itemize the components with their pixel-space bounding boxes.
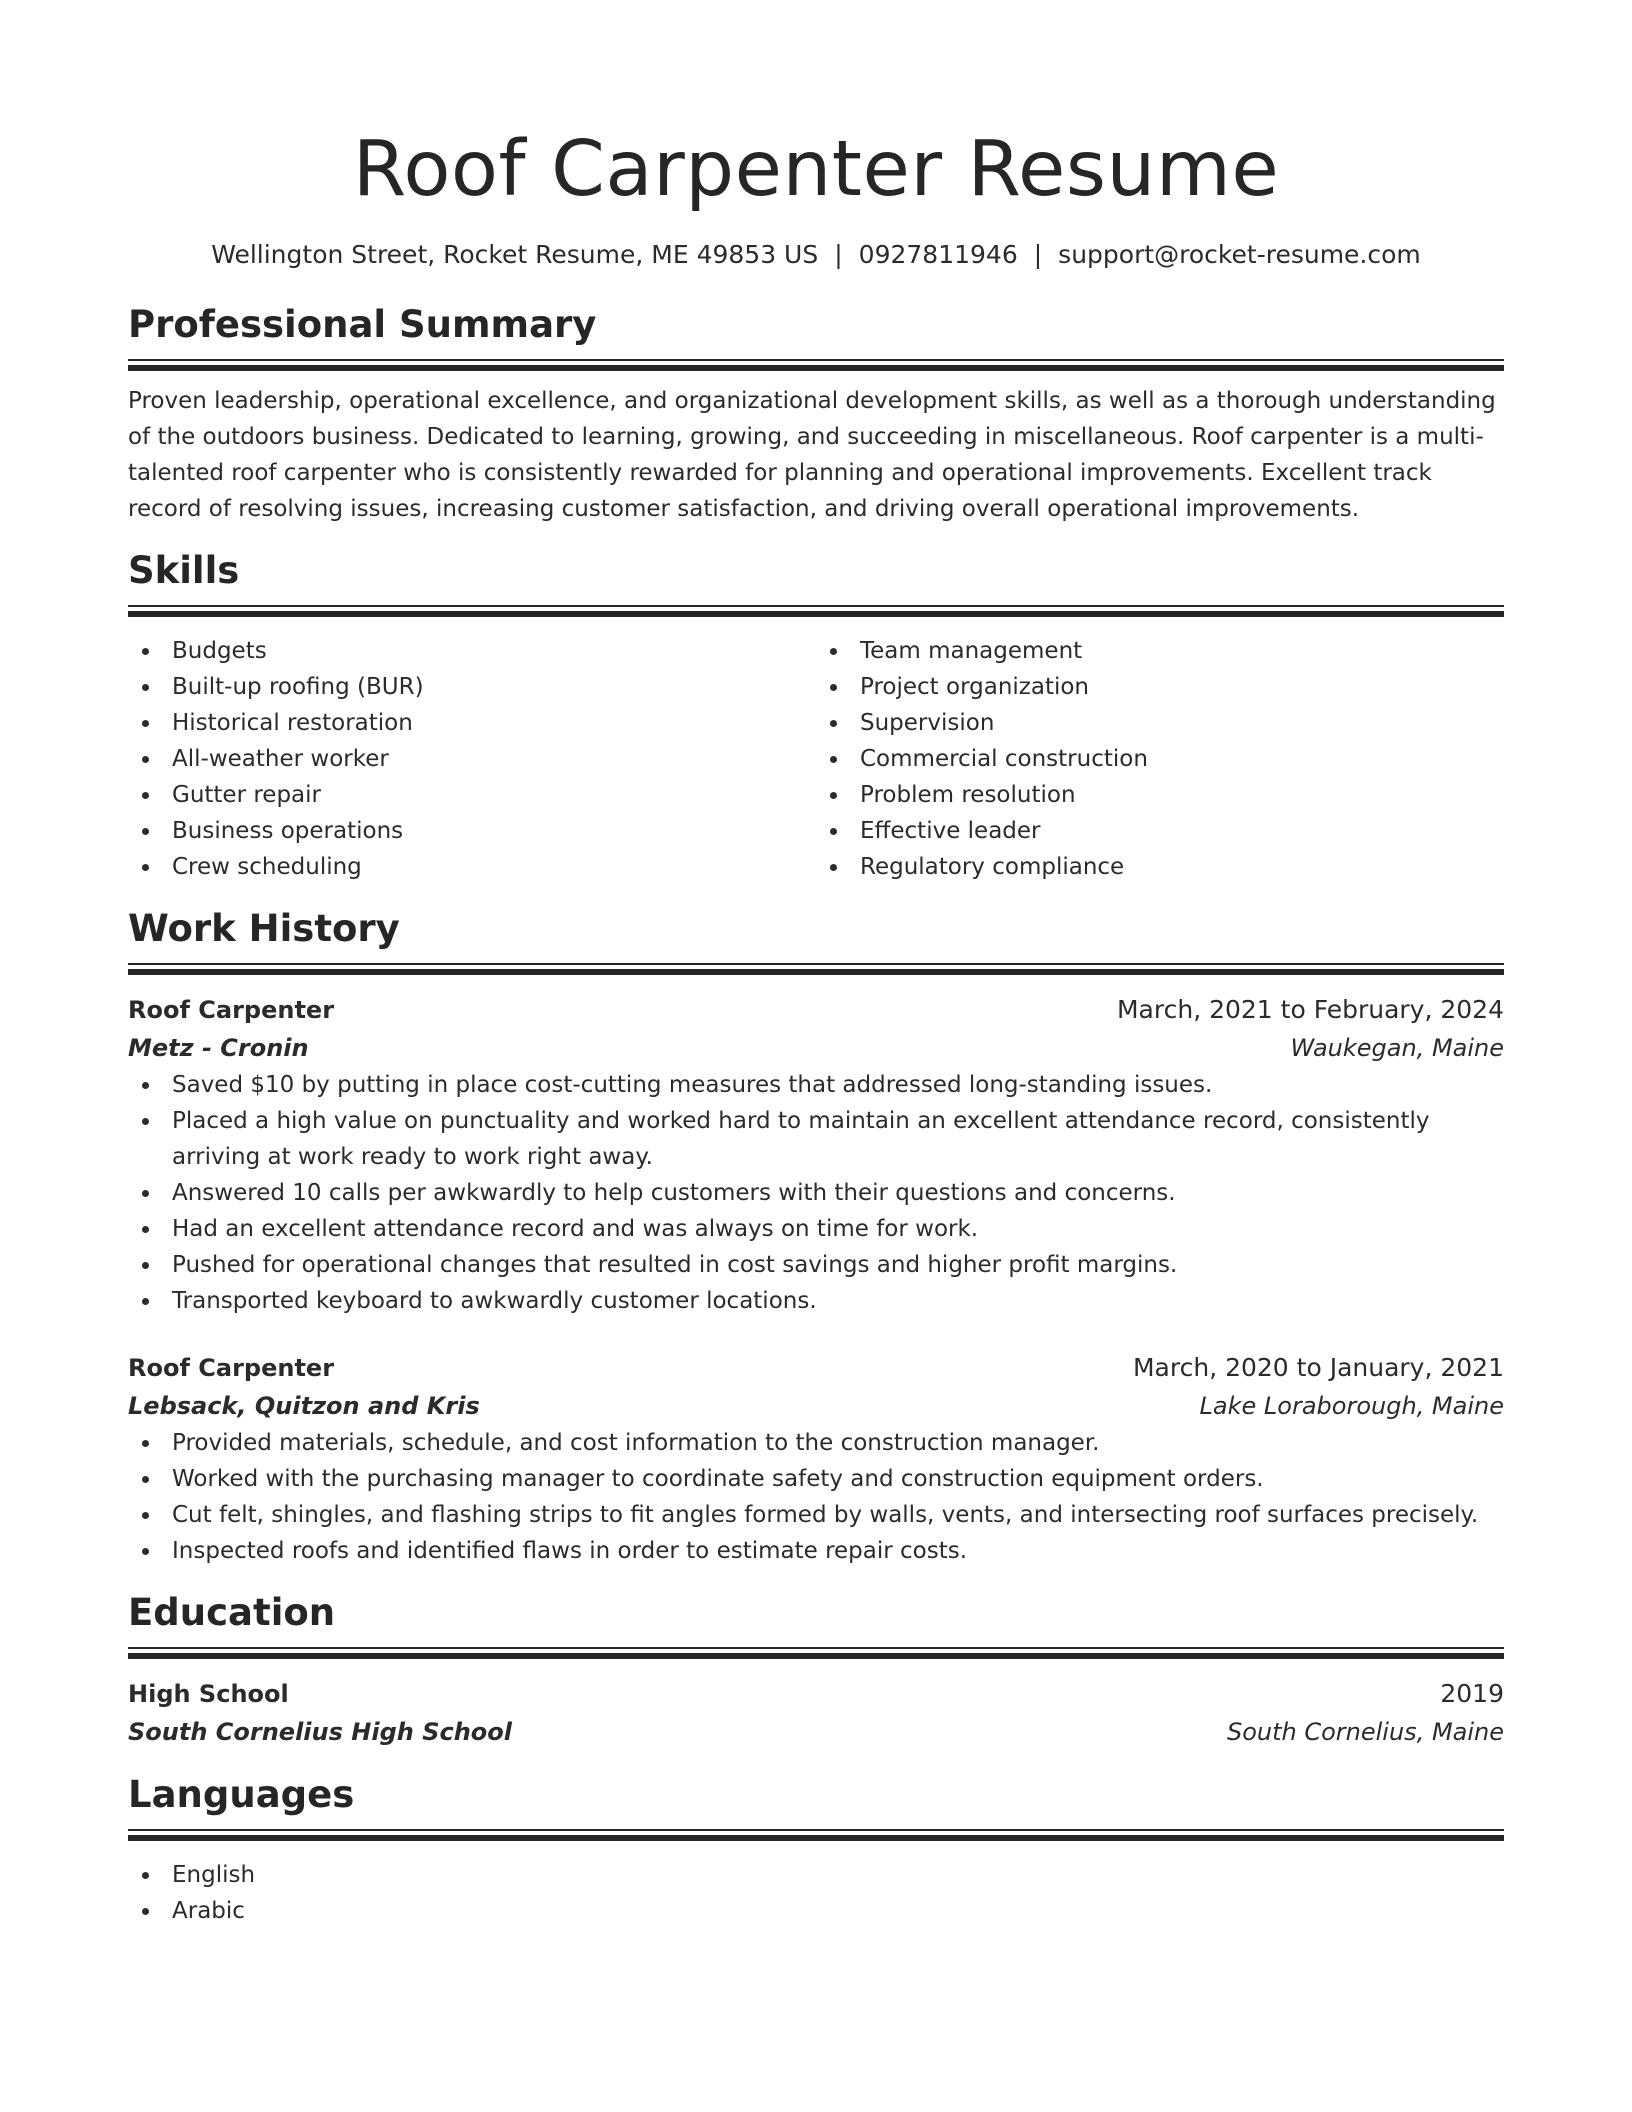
duty-text: Inspected roofs and identified flaws in order to estimate repair costs. (172, 1538, 968, 1564)
section-heading-work-history: Work History (128, 907, 400, 950)
section-divider (128, 1647, 1504, 1659)
list-item (816, 813, 1504, 849)
education-school: South Cornelius High School (128, 1718, 512, 1746)
skill-label: Built-up roofing (BUR) (172, 674, 424, 700)
languages-section (128, 1773, 1504, 1929)
list-item (816, 633, 1504, 669)
contact-separator: | (1033, 240, 1043, 269)
bullet-icon (142, 864, 149, 871)
bullet-icon (142, 684, 149, 691)
list-item (128, 1533, 1504, 1569)
contact-separator: | (834, 240, 843, 269)
duty-text: Transported keyboard to awkwardly customer locations. (172, 1288, 817, 1314)
section-heading-skills: Skills (128, 549, 240, 592)
bullet-icon (142, 1872, 149, 1879)
skill-label: Gutter repair (172, 782, 321, 808)
bullet-icon (830, 648, 837, 655)
bullet-icon (142, 1440, 149, 1447)
skills-list (128, 633, 1504, 885)
section-heading-education: Education (128, 1591, 336, 1634)
duty-text: Provided materials, schedule, and cost information to the construction manager. (172, 1430, 1100, 1456)
list-item (128, 1283, 1504, 1319)
job-dates: March, 2020 to January, 2021 (1132, 1353, 1504, 1382)
language-label: Arabic (172, 1898, 245, 1924)
section-divider (128, 963, 1504, 975)
skill-label: Supervision (860, 710, 995, 736)
list-item (128, 849, 816, 885)
list-item (128, 1857, 1504, 1893)
job-duties (128, 1067, 1504, 1319)
list-item (128, 741, 816, 777)
bullet-icon (142, 792, 149, 799)
list-item (128, 1103, 1504, 1175)
bullet-icon (830, 864, 837, 871)
work-history-section (128, 907, 1504, 1569)
bullet-icon (142, 756, 149, 763)
bullet-icon (142, 1908, 149, 1915)
list-item (128, 1425, 1504, 1461)
skill-label: Historical restoration (172, 710, 413, 736)
skill-label: Project organization (860, 674, 1090, 700)
list-item (128, 1067, 1504, 1103)
duty-text: Worked with the purchasing manager to coordinate safety and construction equipment orders. (172, 1466, 1264, 1492)
summary-section (128, 303, 1504, 527)
skill-label: Effective leader (860, 818, 1041, 844)
list-item (128, 1175, 1504, 1211)
bullet-icon (830, 720, 837, 727)
bullet-icon (142, 1262, 149, 1269)
summary-text: Proven leadership, operational excellence, and organizational development skills, as well as a thorough understanding of the outdoors business. Dedicated to learning, growing, and succeeding in miscellaneous. Roof carpenter is a multi-talented roof carpenter who is consistently rewarded for planning and operational improvements. Excellent track record of resolving issues, increasing customer satisfaction, and driving overall operational improvements. (128, 388, 1496, 522)
list-item (128, 777, 816, 813)
duty-text: Placed a high value on punctuality and worked hard to maintain an excellent attendance record, consistently arriving at work ready to work right away. (172, 1108, 1430, 1170)
list-item (816, 669, 1504, 705)
list-item (816, 741, 1504, 777)
contact-line (128, 238, 1504, 272)
list-item (128, 669, 816, 705)
job-company: Lebsack, Quitzon and Kris (128, 1392, 480, 1420)
list-item (816, 849, 1504, 885)
bullet-icon (142, 1476, 149, 1483)
bullet-icon (142, 1548, 149, 1555)
skills-section (128, 549, 1504, 885)
list-item (128, 1893, 1504, 1929)
bullet-icon (142, 1190, 149, 1197)
job-dates: March, 2021 to February, 2024 (1116, 995, 1504, 1024)
list-item (128, 1247, 1504, 1283)
list-item (128, 1461, 1504, 1497)
duty-text: Answered 10 calls per awkwardly to help customers with their questions and concerns. (172, 1180, 1176, 1206)
education-subheader (128, 1713, 1504, 1751)
education-location: South Cornelius, Maine (1226, 1718, 1504, 1746)
job-header (128, 1349, 1504, 1387)
section-divider (128, 605, 1504, 617)
list-item (128, 1211, 1504, 1247)
job-title: Roof Carpenter (128, 1354, 335, 1382)
skill-label: Problem resolution (860, 782, 1076, 808)
list-item (816, 705, 1504, 741)
duty-text: Cut felt, shingles, and flashing strips to fit angles formed by walls, vents, and intersecting roof surfaces precisely. (172, 1502, 1479, 1528)
contact-phone: 0927811946 (858, 240, 1018, 269)
languages-list (128, 1857, 1504, 1929)
list-item (128, 813, 816, 849)
bullet-icon (142, 1512, 149, 1519)
list-item (816, 777, 1504, 813)
bullet-icon (142, 1298, 149, 1305)
skill-label: Regulatory compliance (860, 854, 1125, 880)
education-degree: High School (128, 1680, 289, 1708)
duty-text: Pushed for operational changes that resulted in cost savings and higher profit margins. (172, 1252, 1178, 1278)
bullet-icon (142, 720, 149, 727)
language-label: English (172, 1862, 256, 1888)
duty-text: Had an excellent attendance record and was always on time for work. (172, 1216, 979, 1242)
bullet-icon (830, 828, 837, 835)
education-year: 2019 (1440, 1679, 1504, 1708)
list-item (128, 1497, 1504, 1533)
skill-label: Crew scheduling (172, 854, 362, 880)
job-location: Waukegan, Maine (1290, 1034, 1504, 1062)
job-company: Metz - Cronin (128, 1034, 309, 1062)
section-heading-summary: Professional Summary (128, 303, 597, 346)
section-divider (128, 1829, 1504, 1841)
skill-label: All-weather worker (172, 746, 389, 772)
bullet-icon (142, 828, 149, 835)
job-entry (128, 991, 1504, 1319)
list-item (128, 633, 816, 669)
bullet-icon (142, 648, 149, 655)
section-divider (128, 359, 1504, 371)
skills-column-right (816, 633, 1504, 885)
section-heading-languages: Languages (128, 1773, 355, 1816)
list-item (128, 705, 816, 741)
job-title: Roof Carpenter (128, 996, 335, 1024)
job-entry (128, 1349, 1504, 1569)
skills-column-left (128, 633, 816, 885)
skill-label: Business operations (172, 818, 404, 844)
page-title: Roof Carpenter Resume (352, 125, 1280, 214)
bullet-icon (142, 1226, 149, 1233)
job-subheader (128, 1387, 1504, 1425)
job-location: Lake Loraborough, Maine (1199, 1392, 1504, 1420)
skill-label: Team management (860, 638, 1083, 664)
bullet-icon (830, 684, 837, 691)
bullet-icon (142, 1082, 149, 1089)
job-duties (128, 1425, 1504, 1569)
bullet-icon (142, 1118, 149, 1125)
job-subheader (128, 1029, 1504, 1067)
job-header (128, 991, 1504, 1029)
contact-email[interactable]: support@rocket-resume.com (1058, 240, 1421, 269)
bullet-icon (830, 792, 837, 799)
bullet-icon (830, 756, 837, 763)
education-header (128, 1675, 1504, 1713)
skill-label: Commercial construction (860, 746, 1148, 772)
education-entry (128, 1675, 1504, 1751)
duty-text: Saved $10 by putting in place cost-cutting measures that addressed long-standing issues. (172, 1072, 1213, 1098)
contact-address: Wellington Street, Rocket Resume, ME 49853 US (211, 240, 819, 269)
skill-label: Budgets (172, 638, 267, 664)
education-section (128, 1591, 1504, 1751)
